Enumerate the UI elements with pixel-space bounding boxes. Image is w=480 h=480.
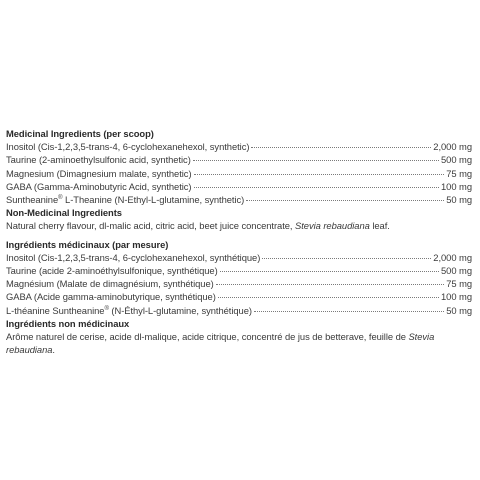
ingredient-name — [6, 304, 252, 317]
non-medicinal-italic: Stevia rebaudiana — [295, 220, 370, 232]
dot-leader — [193, 160, 439, 161]
ingredient-amount: 50 mg — [446, 304, 472, 316]
dot-leader — [218, 297, 439, 298]
non-medicinal-ingredients-heading: Non-Medicinal Ingredients — [6, 207, 122, 219]
dot-leader — [254, 311, 444, 312]
ingredient-row — [6, 193, 472, 206]
dot-leader — [262, 258, 431, 259]
ingredient-amount: 2,000 mg — [433, 141, 472, 153]
ingredient-row — [6, 290, 472, 303]
ingredient-name: Inositol (Cis-1,2,3,5-trans-4, 6-cyclohexanehexol, synthetic) — [6, 141, 250, 153]
non-medicinal-ingredients-heading-fr: Ingrédients non médicinaux — [6, 317, 130, 329]
medicinal-ingredients-heading-fr: Ingrédients médicinaux (par mesure) — [6, 238, 169, 250]
ingredient-name-pre: L-théanine Suntheanine — [6, 304, 105, 316]
ingredient-name: GABA (Gamma-Aminobutyric Acid, synthetic) — [6, 180, 192, 192]
ingredient-amount: 500 mg — [441, 265, 472, 277]
ingredient-row — [6, 167, 472, 180]
non-medicinal-text: Arôme naturel de cerise, acide dl-malique, acide citrique, concentré de jus de betterave, feuille de — [6, 331, 409, 343]
ingredient-amount: 100 mg — [441, 291, 472, 303]
ingredient-name-post: (N-Éthyl-L-glutamine, synthétique) — [108, 304, 252, 316]
medicinal-ingredients-heading: Medicinal Ingredients (per scoop) — [6, 128, 154, 139]
non-medicinal-ingredients-text — [6, 219, 472, 232]
dot-leader — [216, 284, 444, 285]
non-medicinal-text: Natural cherry flavour, dl-malic acid, citric acid, beet juice concentrate, — [6, 220, 296, 232]
dot-leader — [246, 200, 444, 201]
ingredient-name: Inositol (Cis-1,2,3,5-trans-4, 6-cyclohexanehexol, synthétique) — [6, 251, 261, 263]
ingredient-name: Magnésium (Malate de dimagnésium, synthétique) — [6, 278, 214, 290]
ingredient-name: GABA (Acide gamma-aminobutyrique, synthétique) — [6, 291, 216, 303]
dot-leader — [194, 174, 445, 175]
dot-leader — [251, 147, 431, 148]
ingredient-amount: 100 mg — [441, 180, 472, 192]
non-medicinal-italic: Stevia rebaudiana — [6, 331, 435, 356]
non-medicinal-tail: leaf. — [369, 220, 390, 232]
ingredient-name: Taurine (acide 2-aminoéthylsulfonique, synthétique) — [6, 265, 218, 277]
ingredient-row — [6, 251, 472, 264]
non-medicinal-tail: . — [52, 344, 55, 356]
registered-mark: ® — [104, 305, 109, 312]
ingredients-panel — [6, 127, 472, 356]
non-medicinal-ingredients-text-fr — [6, 330, 472, 356]
ingredient-amount: 2,000 mg — [433, 251, 472, 263]
ingredient-row — [6, 264, 472, 277]
ingredient-row — [6, 304, 472, 317]
ingredient-row — [6, 180, 472, 193]
ingredient-amount: 50 mg — [446, 194, 472, 206]
dot-leader — [194, 187, 440, 188]
ingredient-name: Magnesium (Dimagnesium malate, synthetic) — [6, 167, 192, 179]
ingredient-row — [6, 140, 472, 153]
ingredient-row — [6, 277, 472, 290]
ingredient-amount: 75 mg — [446, 278, 472, 290]
dot-leader — [220, 271, 439, 272]
ingredient-name: Taurine (2-aminoethylsulfonic acid, synthetic) — [6, 154, 191, 166]
registered-mark: ® — [58, 194, 63, 201]
ingredient-row — [6, 153, 472, 166]
ingredient-name-post: L-Theanine (N-Ethyl-L-glutamine, synthetic) — [62, 194, 245, 206]
ingredient-name — [6, 193, 244, 206]
ingredient-amount: 75 mg — [446, 167, 472, 179]
ingredient-name-pre: Suntheanine — [6, 194, 59, 206]
ingredient-amount: 500 mg — [441, 154, 472, 166]
